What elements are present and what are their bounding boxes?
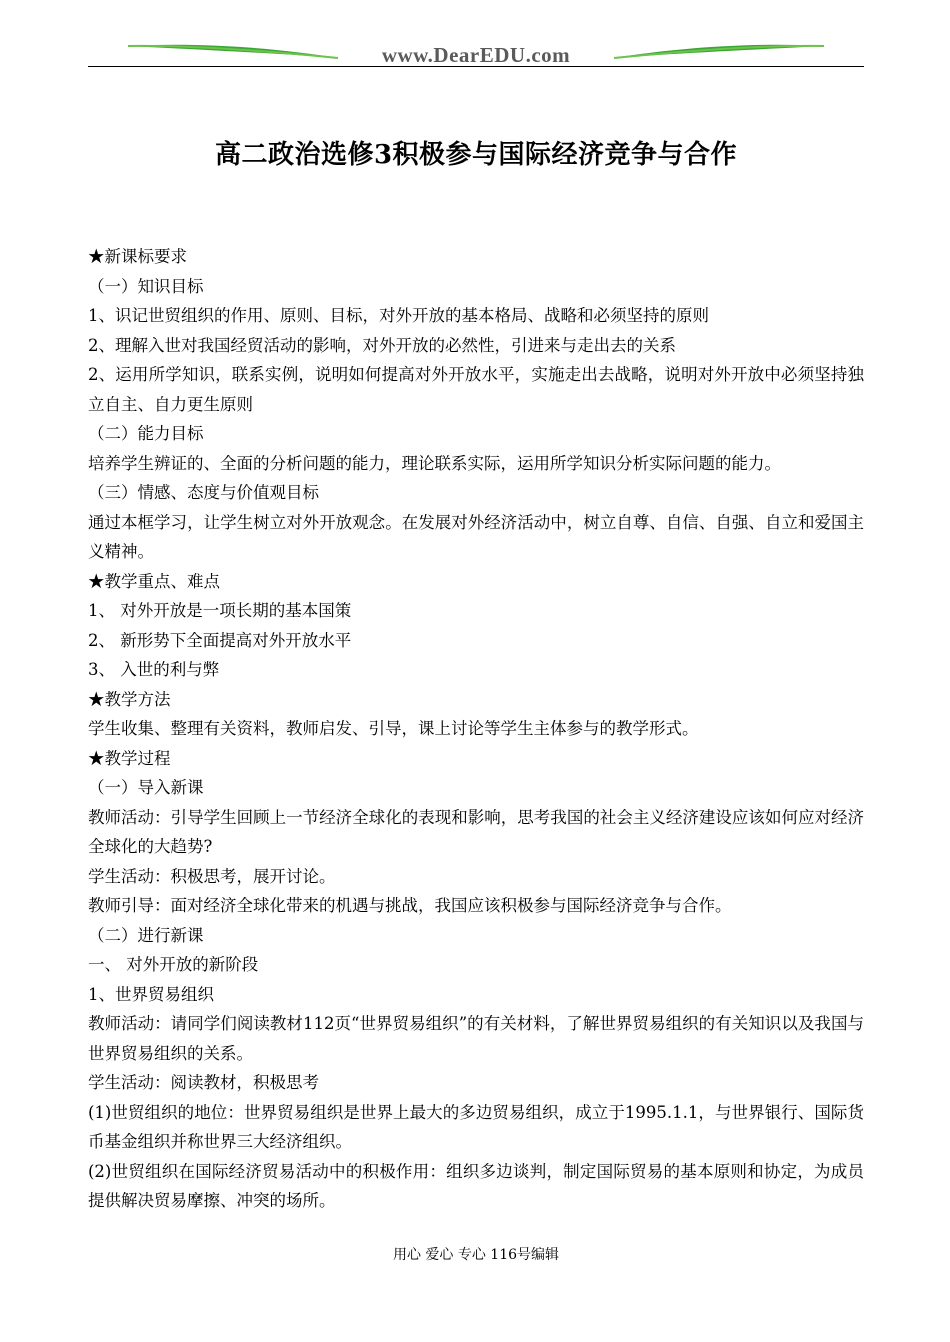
list-item: 1、 对外开放是一项长期的基本国策 bbox=[88, 601, 352, 620]
paragraph-line: 2、理解入世对我国经贸活动的影响，对外开放的必然性，引进来与走出去的关系 bbox=[88, 335, 676, 355]
subsection-heading: （二）进行新课 bbox=[88, 925, 204, 945]
site-logo-text: www.DearEDU.com bbox=[381, 43, 571, 67]
subsection-heading: （一）知识目标 bbox=[88, 276, 204, 296]
document-title: 高二政治选修3积极参与国际经济竞争与合作 bbox=[214, 140, 738, 170]
paragraph-line: 2、运用所学知识，联系实例，说明如何提高对外开放水平，实施走出去战略，说明对外开放中必须坚持独立自主、自力更生原则 bbox=[88, 365, 864, 414]
subsection-heading: 1、世界贸易组织 bbox=[88, 984, 214, 1004]
paragraph-line: 教师引导：面对经济全球化带来的机遇与挑战，我国应该积极参与国际经济竞争与合作。 bbox=[88, 896, 732, 915]
section-heading: ★教学重点、难点 bbox=[88, 571, 220, 591]
page-footer: 用心 爱心 专心 116号编辑 bbox=[392, 1247, 560, 1263]
list-item: 3、 入世的利与弊 bbox=[88, 660, 220, 679]
paragraph-line: 教师活动：请同学们阅读教材112页“世界贸易组织”的有关材料，了解世界贸易组织的有关知识以及我国与世界贸易组织的关系。 bbox=[88, 1014, 864, 1063]
section-heading: ★教学过程 bbox=[88, 748, 171, 768]
section-heading: ★教学方法 bbox=[88, 689, 171, 709]
section-heading: ★新课标要求 bbox=[88, 247, 187, 266]
paragraph-line: 通过本框学习，让学生树立对外开放观念。在发展对外经济活动中，树立自尊、自信、自强、自立和爱国主义精神。 bbox=[88, 512, 864, 561]
paragraph-line: 学生活动：积极思考，展开讨论。 bbox=[88, 866, 336, 886]
paragraph-line: 教师活动：引导学生回顾上一节经济全球化的表现和影响，思考我国的社会主义经济建设应该如何应对经济全球化的大趋势? bbox=[88, 807, 864, 856]
subsection-heading: （三）情感、态度与价值观目标 bbox=[88, 483, 319, 502]
paragraph-line: 1、识记世贸组织的作用、原则、目标，对外开放的基本格局、战略和必须坚持的原则 bbox=[88, 306, 709, 325]
paragraph-line: 培养学生辨证的、全面的分析问题的能力，理论联系实际，运用所学知识分析实际问题的能力。 bbox=[88, 453, 781, 473]
paragraph-line: (1)世贸组织的地位：世界贸易组织是世界上最大的多边贸易组织，成立于1995.1.1，与世界银行、国际货币基金组织并称世界三大经济组织。 bbox=[88, 1102, 864, 1151]
subsection-heading: 一、 对外开放的新阶段 bbox=[88, 955, 259, 974]
subsection-heading: （二）能力目标 bbox=[88, 424, 204, 443]
header-divider bbox=[88, 66, 864, 67]
list-item: 2、 新形势下全面提高对外开放水平 bbox=[88, 630, 352, 650]
paragraph-line: 学生收集、整理有关资料，教师启发、引导，课上讨论等学生主体参与的教学形式。 bbox=[88, 719, 699, 738]
paragraph-line: (2)世贸组织在国际经济贸易活动中的积极作用：组织多边谈判，制定国际贸易的基本原则和协定，为成员提供解决贸易摩擦、冲突的场所。 bbox=[88, 1161, 864, 1210]
paragraph-line: 学生活动：阅读教材，积极思考 bbox=[88, 1073, 319, 1092]
site-header-banner bbox=[88, 40, 864, 68]
subsection-heading: （一）导入新课 bbox=[88, 778, 204, 797]
document-body bbox=[88, 242, 864, 1216]
